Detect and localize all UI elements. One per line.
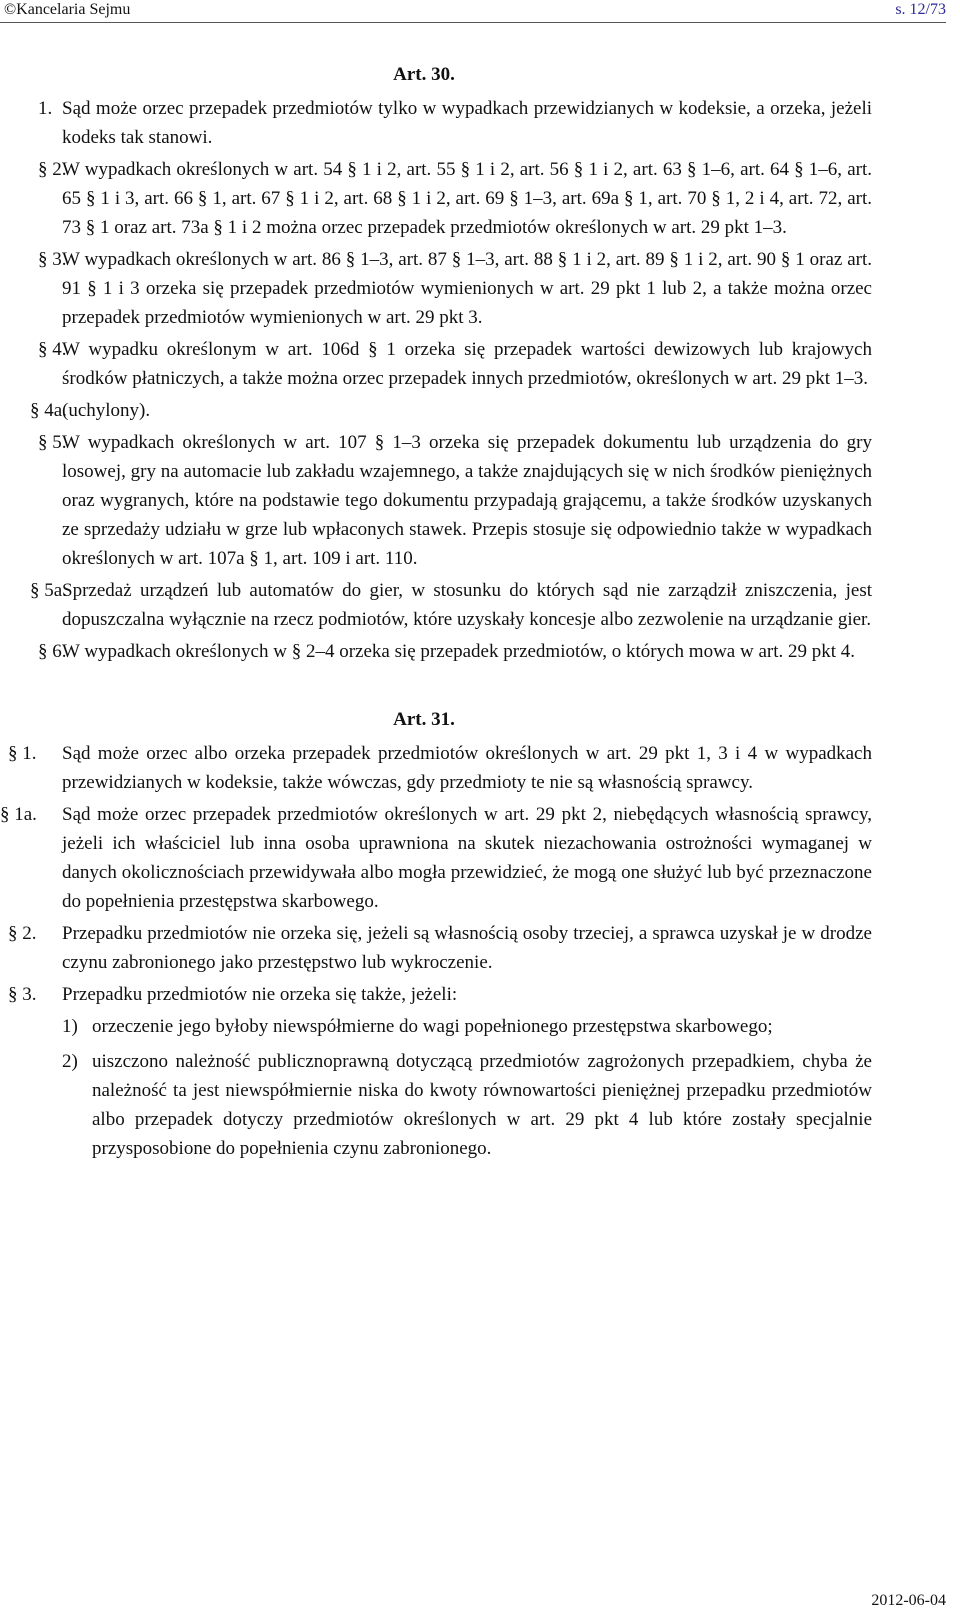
list-item <box>0 1012 872 1041</box>
article-31-par-1 <box>0 739 872 797</box>
article-title-31: Art. 31. <box>393 709 455 730</box>
paragraph-text: W wypadkach określonych w art. 86 § 1–3, art. 87 § 1–3, art. 88 § 1 i 2, art. 89 § 1 i 2, art. 90 § 1 oraz art. 91 § 1 i 3 orzeka się przepadek przedmiotów wymienionych w art. 29 pkt 1 lub 2, a także można orzec przepadek przedmiotów wymienionych w art. 29 pkt 3. <box>62 249 872 328</box>
article-30-par-5a <box>0 576 872 634</box>
paragraph-text: Przepadku przedmiotów nie orzeka się, jeżeli są własnością osoby trzeciej, a sprawca uzyskał je w drodze czynu zabronionego jako przestępstwo lub wykroczenie. <box>62 923 872 973</box>
point-label: 2) <box>62 1051 78 1072</box>
paragraph-text: Sprzedaż urządzeń lub automatów do gier, w stosunku do których sąd nie zarządził zniszczenia, jest dopuszczalna wyłącznie na rzecz podmiotów, które uzyskały koncesje albo zezwolenie na urządzanie gier. <box>62 580 872 630</box>
paragraph-text: W wypadkach określonych w § 2–4 orzeka się przepadek przedmiotów, o których mowa w art. 29 pkt 4. <box>62 641 856 662</box>
paragraph-label: 1. <box>38 98 53 119</box>
paragraph-label: § 5a. <box>30 580 67 601</box>
header-rule <box>0 22 946 23</box>
article-31-par-3 <box>0 980 872 1009</box>
paragraph-label: § 2. <box>38 159 67 180</box>
paragraph-label: § 3. <box>8 984 37 1005</box>
paragraph-label: § 1a. <box>0 804 37 825</box>
list-item <box>0 1047 872 1163</box>
paragraph-text: Sąd może orzec przepadek przedmiotów tylko w wypadkach przewidzianych w kodeksie, a orzeka, jeżeli kodeks tak stanowi. <box>62 98 872 148</box>
article-30-par-5 <box>0 428 872 573</box>
paragraph-label: § 5. <box>38 432 67 453</box>
paragraph-text: (uchylony). <box>62 400 151 421</box>
article-gap <box>0 669 960 705</box>
article-30-par-2 <box>0 155 872 242</box>
document-body <box>0 60 960 1169</box>
paragraph-text: W wypadkach określonych w art. 54 § 1 i 2, art. 55 § 1 i 2, art. 56 § 1 i 2, art. 63 § 1–6, art. 64 § 1–6, art. 65 § 1 i 3, art. 66 § 1, art. 67 § 1 i 2, art. 68 § 1 i 2, art. 69 § 1–3, art. 69a § 1, art. 70 § 1, 2 i 4, art. 72, art. 73 § 1 oraz art. 73a § 1 i 2 można orzec przepadek przedmiotów określonych w art. 29 pkt 1–3. <box>62 159 872 238</box>
article-30-par-4a <box>0 396 872 425</box>
point-label: 1) <box>62 1016 78 1037</box>
article-31-points <box>0 1012 960 1163</box>
header-page-number: s. 12/73 <box>895 1 946 18</box>
paragraph-label: § 6. <box>38 641 67 662</box>
paragraph-label: § 3. <box>38 249 67 270</box>
article-30-par-6 <box>0 637 872 666</box>
header-source: ©Kancelaria Sejmu <box>4 1 131 18</box>
paragraph-text: Sąd może orzec przepadek przedmiotów określonych w art. 29 pkt 2, niebędących własnością sprawcy, jeżeli ich właściciel lub inna osoba uprawniona na skutek niezachowania ostrożności wymaganej w danych okolicznościach przewidywała albo mogła przewidzieć, że mogą one służyć lub być przeznaczone do popełnienia przestępstwa skarbowego. <box>62 804 872 912</box>
paragraph-text: Sąd może orzec albo orzeka przepadek przedmiotów określonych w art. 29 pkt 1, 3 i 4 w wypadkach przewidzianych w kodeksie, także wówczas, gdy przedmioty te nie są własnością sprawcy. <box>62 743 872 793</box>
point-text: orzeczenie jego byłoby niewspółmierne do wagi popełnionego przestępstwa skarbowego; <box>92 1016 773 1037</box>
paragraph-label: § 4a. <box>30 400 67 421</box>
paragraph-text: Przepadku przedmiotów nie orzeka się także, jeżeli: <box>62 984 458 1005</box>
article-30-par-4 <box>0 335 872 393</box>
paragraph-label: § 1. <box>8 743 37 764</box>
article-31-par-2 <box>0 919 872 977</box>
page-footer-date: 2012-06-04 <box>871 1592 946 1609</box>
paragraph-label: § 2. <box>8 923 37 944</box>
paragraph-label: § 4. <box>38 339 67 360</box>
point-text: uiszczono należność publicznoprawną dotyczącą przedmiotów zagrożonych przepadkiem, chyba że należność ta jest niewspółmiernie niska do kwoty równowartości pieniężnej przepadku przedmiotów albo przepadek dotyczy przedmiotów określonych w art. 29 pkt 4 lub które zostały specjalnie przysposobione do popełnienia czynu zabronionego. <box>92 1051 872 1159</box>
article-title-30: Art. 30. <box>393 64 455 85</box>
article-30-par-3 <box>0 245 872 332</box>
article-31-par-1a <box>0 800 872 916</box>
paragraph-text: W wypadkach określonych w art. 107 § 1–3 orzeka się przepadek dokumentu lub urządzenia do gry losowej, gry na automacie lub zakładu wzajemnego, a także znajdujących się w nich środków pieniężnych oraz wygranych, które na podstawie tego dokumentu przypadają grającemu, a także środków uzyskanych ze sprzedaży udziału w grze lub wpłaconych stawek. Przepis stosuje się odpowiednio także w wypadkach określonych w art. 107a § 1, art. 109 i art. 110. <box>62 432 872 569</box>
paragraph-text: W wypadku określonym w art. 106d § 1 orzeka się przepadek wartości dewizowych lub krajowych środków płatniczych, a także można orzec przepadek innych przedmiotów, określonych w art. 29 pkt 1–3. <box>62 339 872 389</box>
article-30-par-1 <box>0 94 872 152</box>
